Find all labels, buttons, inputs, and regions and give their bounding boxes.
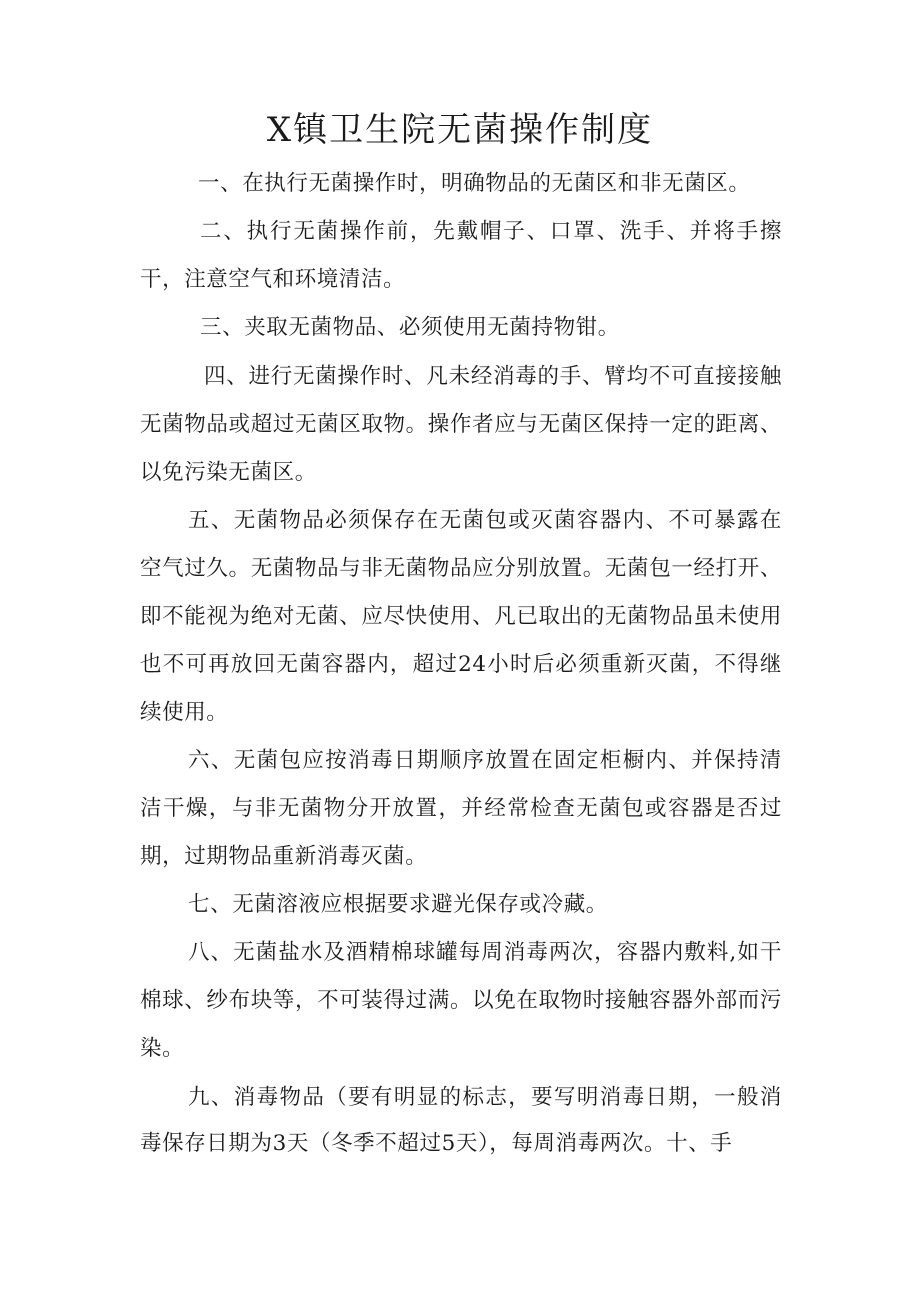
paragraph-7: 七、无菌溶液应根据要求避光保存或冷藏。 — [188, 892, 608, 917]
paragraph-1: 一、在执行无菌操作时，明确物品的无菌区和非无菌区。 — [198, 171, 751, 196]
paragraph-9: 九、消毒物品（要有明显的标志，要写明消毒日期，一般消毒保存日期为3天（冬季不超过5天），每周消毒两次。十、手 — [140, 1085, 782, 1156]
paragraph-8: 八、无菌盐水及酒精棉球罐每周消毒两次，容器内敷料,如干棉球、纱布块等，不可装得过满。以免在取物时接触容器外部而污染。 — [140, 940, 782, 1061]
paragraph-3: 三、夹取无菌物品、必须使用无菌持物钳。 — [200, 315, 620, 340]
paragraph-6: 六、无菌包应按消毒日期顺序放置在固定柜橱内、并保持清洁干燥，与非无菌物分开放置，并经常检查无菌包或容器是否过期，过期物品重新消毒灭菌。 — [140, 748, 782, 869]
document-title: X镇卫生院无菌操作制度 — [266, 110, 654, 150]
paragraph-5: 五、无菌物品必须保存在无菌包或灭菌容器内、不可暴露在空气过久。无菌物品与非无菌物品应分别放置。无菌包一经打开、即不能视为绝对无菌、应尽快使用、凡已取出的无菌物品虽未使用也不可再放回无菌容器内，超过24小时后必须重新灭菌，不得继续使用。 — [140, 508, 782, 725]
paragraph-4: 四、进行无菌操作时、凡未经消毒的手、臂均不可直接接触无菌物品或超过无菌区取物。操作者应与无菌区保持一定的距离、以免污染无菌区。 — [140, 364, 782, 485]
paragraph-2: 二、执行无菌操作前，先戴帽子、口罩、洗手、并将手擦干，注意空气和环境清洁。 — [140, 219, 782, 292]
